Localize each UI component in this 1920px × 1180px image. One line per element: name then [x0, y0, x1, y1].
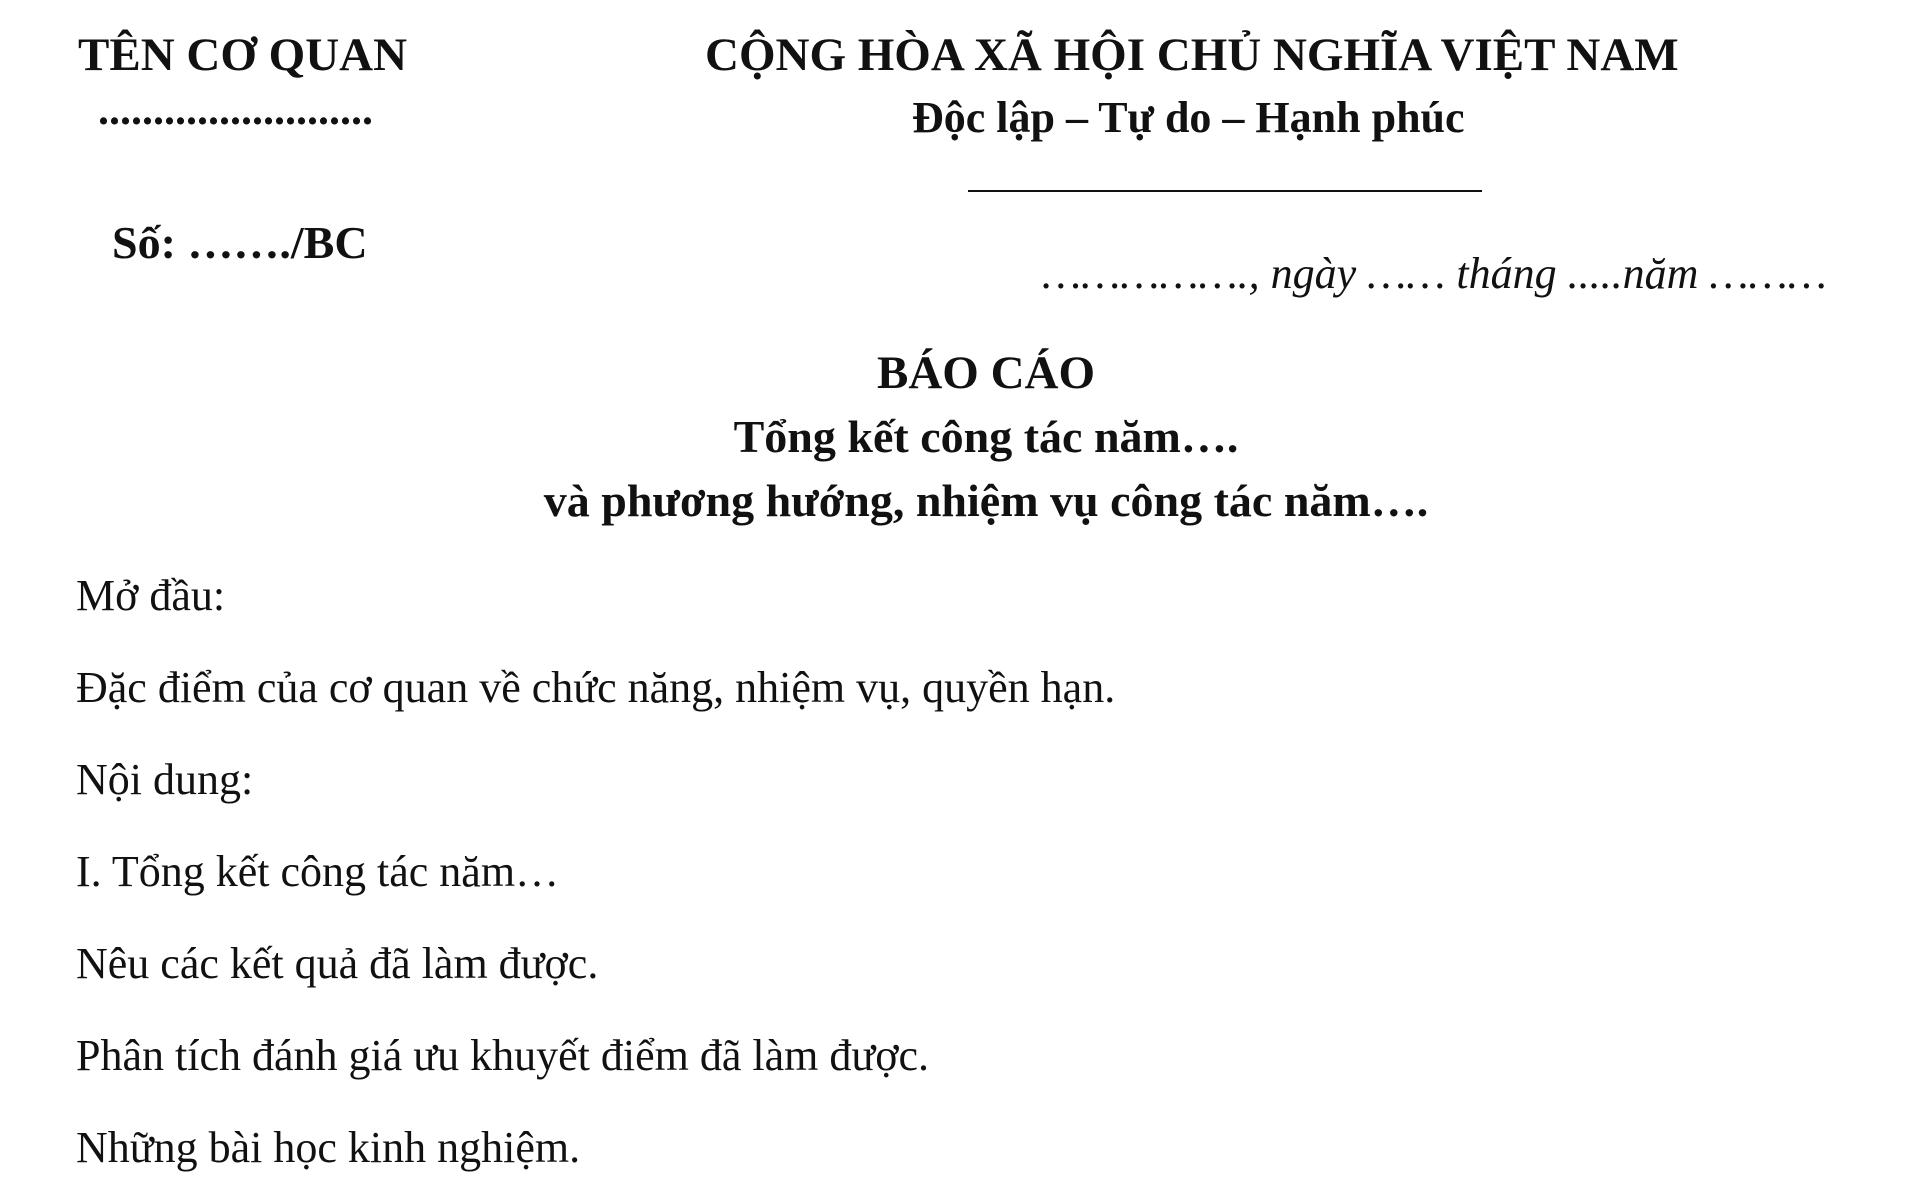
section-label-content: Nội dung:	[76, 755, 254, 804]
body-paragraph: Nêu các kết quả đã làm được.	[76, 939, 599, 988]
report-subtitle-summary: Tổng kết công tác năm….	[733, 411, 1239, 462]
section-heading-summary: I. Tổng kết công tác năm…	[76, 847, 560, 896]
report-subtitle-direction: và phương hướng, nhiệm vụ công tác năm….	[543, 475, 1429, 526]
organization-name-placeholder: .........................	[98, 85, 373, 134]
body-paragraph: Phân tích đánh giá ưu khuyết điểm đã làm được.	[76, 1031, 929, 1080]
organization-name: TÊN CƠ QUAN	[78, 29, 408, 81]
section-label-introduction: Mở đầu:	[76, 571, 226, 620]
document-type-heading: BÁO CÁO	[876, 347, 1096, 399]
motto-underline	[968, 190, 1482, 192]
body-paragraph: Những bài học kinh nghiệm.	[76, 1123, 581, 1172]
place-and-date-line: ……………., ngày …… tháng .....năm ………	[1042, 249, 1827, 298]
national-motto: Độc lập – Tự do – Hạnh phúc	[912, 93, 1465, 142]
national-title: CỘNG HÒA XÃ HỘI CHỦ NGHĨA VIỆT NAM	[705, 29, 1679, 81]
body-paragraph: Đặc điểm của cơ quan về chức năng, nhiệm vụ, quyền hạn.	[76, 663, 1116, 712]
document-number: Số: ……./BC	[112, 217, 368, 268]
